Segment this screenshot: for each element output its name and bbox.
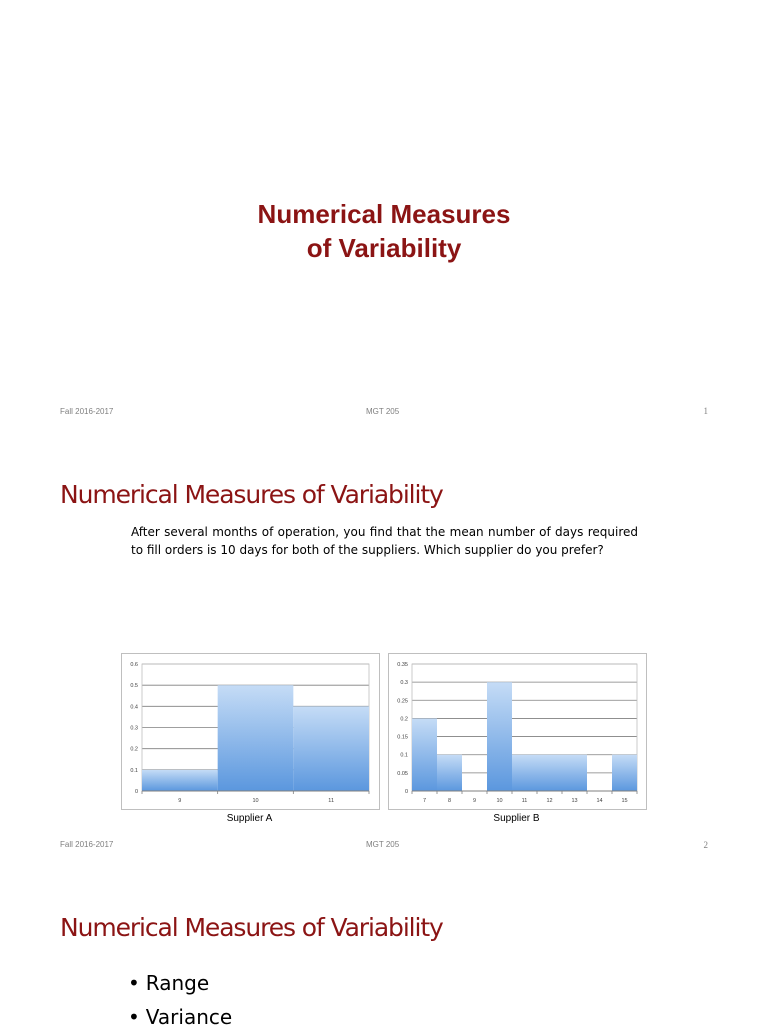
slide-3 [0,860,768,1029]
y-tick-label: 0 [134,789,138,795]
y-tick-label: 0.6 [130,662,138,668]
x-tick-label: 9 [178,798,182,804]
y-tick-label: 0.05 [397,770,408,777]
slide-1-page-number: 1 [703,406,708,416]
y-tick-label: 0.35 [397,662,408,668]
supplier-b-histogram [389,654,646,809]
bar [142,770,218,791]
supplier-a-chart [121,653,380,810]
bullet-item: • Range [128,966,232,1000]
bar [487,682,512,791]
x-tick-label: 7 [422,798,427,804]
x-tick-label: 15 [621,798,628,804]
x-tick-label: 8 [447,798,452,804]
supplier-a-caption: Supplier A [226,813,273,824]
slide-1-footer-course: MGT 205 [366,407,400,416]
y-tick-label: 0.1 [130,767,138,774]
y-tick-label: 0.3 [130,725,138,732]
slide-2-heading: Numerical Measures of Variability [60,480,443,509]
slide-1 [0,0,768,430]
slide-1-footer-date: Fall 2016-2017 [60,407,114,416]
bar [437,755,462,791]
slide-1-title [0,197,768,265]
x-tick-label: 13 [571,798,578,804]
x-tick-label: 14 [596,798,603,804]
bar [412,718,437,791]
y-tick-label: 0.2 [400,716,408,723]
x-tick-label: 12 [546,798,553,804]
x-tick-label: 11 [521,798,528,804]
bar [562,755,587,791]
x-tick-label: 10 [496,798,503,804]
y-tick-label: 0.15 [397,734,408,741]
bullet-item: • Variance [128,1000,232,1034]
y-tick-label: 0.4 [130,704,138,711]
slide-1-title-line-1: Numerical Measures [257,199,511,229]
y-tick-label: 0.5 [130,683,138,690]
x-tick-label: 10 [252,798,259,804]
slide-1-title-line-2: of Variability [306,233,462,263]
supplier-b-caption: Supplier B [493,813,540,824]
bar [537,755,562,791]
slide-2-footer-course: MGT 205 [366,840,400,849]
slide-2-page-number: 2 [703,840,708,850]
slide-2-footer-date: Fall 2016-2017 [60,840,114,849]
y-tick-label: 0.3 [400,680,408,687]
bar [512,755,537,791]
y-tick-label: 0.25 [397,698,408,705]
y-tick-label: 0.2 [130,746,138,753]
slide-2-body-text: After several months of operation, you find that the mean number of days required to fill orders is 10 days for both of the suppliers. Which supplier do you prefer? [131,525,638,557]
bar [218,685,294,791]
bar [612,755,637,791]
supplier-a-histogram [122,654,379,809]
x-tick-label: 9 [472,798,477,804]
bar [293,706,369,791]
x-tick-label: 11 [328,798,335,804]
y-tick-label: 0 [404,789,408,795]
slide-2 [0,430,768,860]
slide-3-heading: Numerical Measures of Variability [60,913,443,942]
y-tick-label: 0.1 [400,752,408,759]
supplier-b-chart [388,653,647,810]
